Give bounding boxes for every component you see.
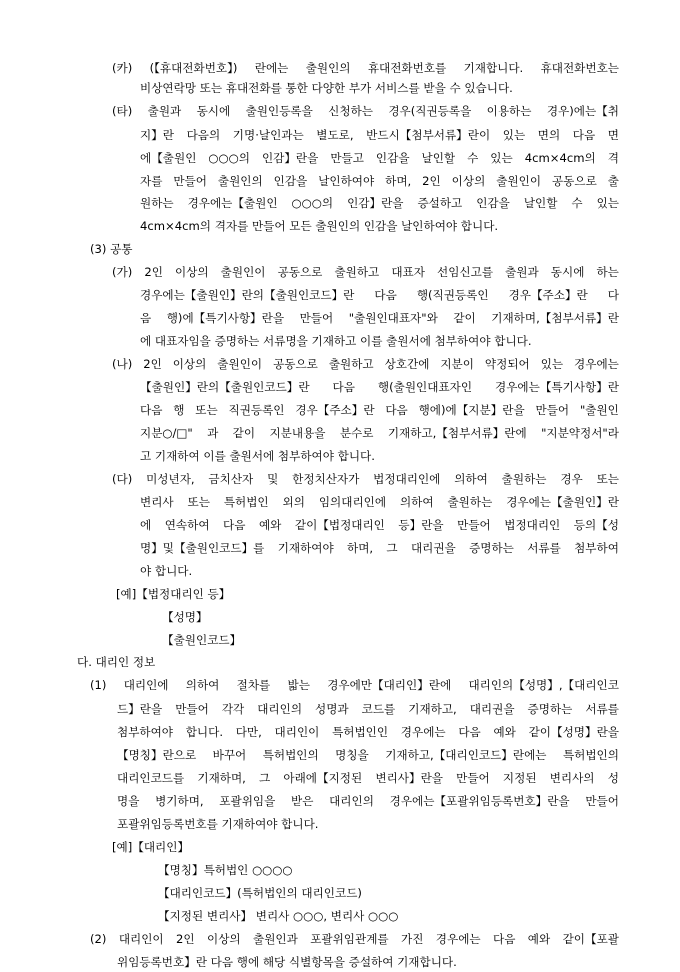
word: 그 [259,771,271,785]
word: 명】및【출원인코드】를 [140,541,265,555]
word: 받은 [291,794,314,808]
text-line: [예]【대리인】 [112,840,190,854]
word: 2인 [176,932,195,946]
word: 절차를 [236,678,271,692]
word: 출원인의 [305,61,351,75]
word: 금치산자 [208,472,254,486]
word: 경우(직권등록을 [388,104,472,118]
text-line: 포괄위임등록번호를 기재하여야 합니다. [117,817,319,831]
word: 출원하는 [501,472,547,486]
word: 다 [607,288,619,302]
word: 대리인에 [123,678,169,692]
text-line [112,469,619,489]
word: 선임신고를 [437,265,494,279]
word: 같이 [453,311,476,325]
word: 날인하여야 [318,174,375,188]
word: 특허법인의 [562,748,619,762]
word: 경우에는【특기사항】란 [495,380,619,394]
word: 다음 [374,288,397,302]
word: 대리인의 [257,702,303,716]
text-line [90,675,619,695]
word: 변리사 [140,495,174,509]
word: 출원하고 [334,265,380,279]
word: 의하여 [185,678,220,692]
word: 4cm×4cm의 [524,151,596,165]
word: ○○○의 [208,151,250,165]
word: 날인할 [421,151,456,165]
word: 이상의 [172,357,207,371]
word: 대리인이 [118,932,164,946]
text-line [140,125,619,145]
word: 경우에는【출원인】란 [506,495,619,509]
word: 경우)에는【취 [546,104,619,118]
word: 서류를 [585,702,619,716]
text-line: 비상연락망 또는 휴대전화를 통한 다양한 부가 서비스를 받을 수 있습니다. [140,81,513,95]
text-line [140,377,619,397]
word: 경우 [560,472,583,486]
word: 원하는 [140,196,174,210]
word: 기재하며,【첨부서류】란 [491,311,619,325]
word: 하는 [596,265,619,279]
word: 직권등록인 [228,403,285,417]
word: 반드시【첨부서류】란이 [366,128,491,142]
word: 경우에만【대리인】란에 [327,678,452,692]
word: 또는 [195,403,218,417]
word: 가진 [401,932,424,946]
word: 격 [607,151,619,165]
word: ○○○의 [291,196,334,210]
word: 증설하고 [417,196,463,210]
word: 각각 [221,702,245,716]
word: 출원인이 [220,265,266,279]
word: 지】란 [140,128,174,142]
text-line: 4cm×4cm의 격자를 만들어 모든 출원인의 인감을 날인하여야 합니다. [140,219,499,233]
word: 대리인이 [274,725,320,739]
word: 2인 [144,265,163,279]
word: 출원과 [147,104,182,118]
text-line [117,722,619,742]
word: (나) [112,357,133,371]
word: 【출원인】란의【출원인코드】란 [140,380,310,394]
word: 증명하는 [469,541,514,555]
word: 이상의 [451,174,486,188]
word: 2인 [143,357,162,371]
text-line [117,699,619,719]
word: 있는 [540,357,564,371]
word: 특허법인인 [332,725,389,739]
word: 바꾸어 [212,748,247,762]
word: 하며, [347,541,374,555]
word: 수 [467,151,479,165]
word: 예와 [258,518,282,532]
word: 인감을 [476,196,510,210]
word: 【명칭】란으로 [117,748,197,762]
word: 출원인이 [217,357,263,371]
word: 이상의 [174,265,209,279]
word: 에【출원인 [140,151,197,165]
word: 수 [571,196,583,210]
word: 대리인의【성명】,【대리인코 [468,678,619,692]
text-line [140,308,619,328]
word: 음 [140,311,152,325]
word: 드】란을 [117,702,163,716]
word: 포괄위임을 [219,794,276,808]
text-line: 다. 대리인 정보 [77,655,156,669]
word: 외의 [282,495,305,509]
word: 만들어 [175,702,209,716]
word: 또는 [596,472,619,486]
word: 경우에는【출원인 [187,196,278,210]
word: (다) [112,472,133,486]
word: 의하여 [399,495,434,509]
word: (1) [90,678,107,692]
word: 만들어 [585,794,619,808]
word: (타) [112,104,133,118]
word: 다음 [223,518,246,532]
word: 경우에는【포괄위임등록번호】란을 [389,794,570,808]
word: 2인 [422,174,441,188]
text-line: [예]【법정대리인 등】 [116,587,231,601]
text-line: 에 대표자임을 증명하는 서류명을 기재하고 이를 출원서에 첨부하여야 합니다. [140,334,532,348]
text-line [112,58,619,78]
word: 기재하고,【첨부서류】란에 [387,426,527,440]
word: 대리인코드를 [117,771,185,785]
word: 자를 [140,174,163,188]
word: 만들어 [299,311,334,325]
word: 인감】란을 [347,196,404,210]
word: 서류를 [527,541,561,555]
word: 증명하는 [527,702,573,716]
word: 기명·날인과는 [232,128,304,142]
text-line [140,423,619,443]
word: 다음 [493,932,516,946]
word: 의하여 [454,472,488,486]
text-line [140,538,619,558]
word: 있는 [490,151,513,165]
word: 면 [607,128,619,142]
text-line [140,515,619,535]
word: 출 [607,174,619,188]
text-line: 위임등록번호】란 다음 행에 해당 식별항목을 증설하여 기재합니다. [117,955,457,969]
word: (2) [90,932,107,946]
word: 같이【성명】란을 [528,725,619,739]
word: "출원인대표자"와 [348,311,438,325]
word: 경우에는 [435,932,481,946]
word: 특허법인 [223,495,269,509]
text-line [90,929,619,949]
word: 대리권을 [469,702,515,716]
word: 과 [207,426,219,440]
word: 다음 [572,128,596,142]
text-line [117,791,619,811]
word: 명을 [117,794,140,808]
word: 휴대전화번호를 [367,61,447,75]
word: 하며, [385,174,412,188]
word: 상호간에 [384,357,430,371]
word: 출원인등록을 [245,104,313,118]
text-line [112,101,619,121]
word: 만들고 [330,151,364,165]
word: 다만, [235,725,262,739]
word: 출원인이 [496,174,542,188]
word: (카) [112,61,133,75]
word: "출원인 [579,403,619,417]
word: 경우에는【출원인】란의【출원인코드】란 [140,288,355,302]
word: 경우【주소】란 [295,403,375,417]
word: 면의 [537,128,561,142]
word: 지정된 [502,771,537,785]
word: 지분내용을 [269,426,326,440]
word: 대리권을 [410,541,456,555]
word: 행 [173,403,185,417]
word: 연속하여 [164,518,210,532]
word: 등】란을 [398,518,444,532]
word: 출원하는 [447,495,493,509]
word: 같이 [232,426,256,440]
word: 다음의 [186,128,221,142]
word: 및 [267,472,279,486]
word: 행(출원인대표자인 [377,380,473,394]
word: (【휴대전화번호】) [149,61,238,75]
text-line [112,262,619,282]
text-line: (3) 공통 [90,242,133,256]
word: 경우에는 [574,357,619,371]
word: 공동으로 [277,265,323,279]
word: 인감을 [375,151,410,165]
word: 약정되어 [484,357,530,371]
word: 만들어 [457,518,491,532]
word: 기재하며, [197,771,246,785]
word: 변리사의 [549,771,595,785]
text-line: 【출원인코드】 [162,633,242,647]
text-line: 【대리인코드】(특허법인의 대리인코드) [158,886,362,900]
word: 만들어 [173,174,207,188]
word: 첨부하여 [574,541,619,555]
word: 지분이 [440,357,474,371]
word: 예와 [493,725,516,739]
word: 날인할 [523,196,558,210]
word: 다음 [140,403,163,417]
word: 동시에 [196,104,231,118]
text-line: 【명칭】특허법인 ○○○○ [158,863,293,877]
word: 등의【성 [573,518,619,532]
word: 성명과 [315,702,349,716]
word: 경우【주소】란 [508,288,588,302]
word: 경우에는 [400,725,446,739]
word: 행(직권등록인 [416,288,489,302]
word: 출원인의 [217,174,263,188]
text-line [140,171,619,191]
word: 있는 [596,196,619,210]
text-line: 고 기재하여 이를 출원서에 첨부하여야 합니다. [140,449,375,463]
word: 그 [386,541,398,555]
word: (가) [112,265,133,279]
word: 밟는 [287,678,310,692]
word: 휴대전화번호는 [540,61,619,75]
word: 다음 [385,403,408,417]
text-line [117,768,619,788]
word: 예와 [527,932,551,946]
word: 임의대리인에 [318,495,387,509]
text-line [140,492,619,512]
word: 다음 [332,380,355,394]
word: 대리인의 [329,794,374,808]
word: 신청하는 [328,104,373,118]
word: 인감을 [273,174,308,188]
word: 다음 [458,725,481,739]
word: 출원하고 [328,357,374,371]
word: 기재하여야 [277,541,334,555]
word: 첨부하여야 [117,725,173,739]
word: 있는 [502,128,526,142]
word: 만들어 [456,771,490,785]
text-line [112,354,619,374]
word: 병기하며, [155,794,204,808]
word: 성 [607,771,619,785]
word: 법정대리인 [504,518,561,532]
word: 행에)에【지분】란을 [418,403,525,417]
text-line [140,148,619,168]
text-line: 【성명】 [162,610,208,624]
text-line [117,745,619,765]
word: 만들어 [535,403,570,417]
word: 대표자 [391,265,425,279]
word: 기재합니다. [463,61,524,75]
word: 란에는 [254,61,289,75]
text-line: 【지정된 변리사】 변리사 ○○○, 변리사 ○○○ [158,909,399,923]
word: 출원인과 [253,932,298,946]
word: 기재하고, [408,702,457,716]
word: 공동으로 [273,357,318,371]
word: 명칭을 [335,748,369,762]
word: "지분약정서"라 [541,426,619,440]
word: 법정대리인에 [373,472,441,486]
word: 변리사】란을 [375,771,443,785]
text-line [140,285,619,305]
word: 출원과 [505,265,539,279]
word: 아래에【지정된 [283,771,363,785]
word: 포괄위임관계를 [310,932,389,946]
word: 에 [140,518,152,532]
text-line: 야 합니다. [140,564,193,578]
word: 지분○/□" [140,426,193,440]
word: 이용하는 [486,104,532,118]
word: 분수로 [339,426,374,440]
word: 특허법인의 [262,748,319,762]
word: 같이【법정대리인 [294,518,385,532]
word: 동시에 [550,265,585,279]
word: 합니다. [185,725,224,739]
word: 별도로, [316,128,354,142]
word: 같이【포괄 [562,932,619,946]
word: 공동으로 [551,174,597,188]
word: 인감】란을 [261,151,319,165]
word: 이상의 [207,932,241,946]
word: 행)에【특기사항】란을 [166,311,285,325]
word: 한정치산자가 [292,472,360,486]
word: 미성년자, [146,472,195,486]
text-line [140,193,619,213]
word: 코드를 [361,702,396,716]
word: 기재하고,【대리인코드】란에는 [385,748,547,762]
word: 또는 [187,495,210,509]
text-line [140,400,619,420]
